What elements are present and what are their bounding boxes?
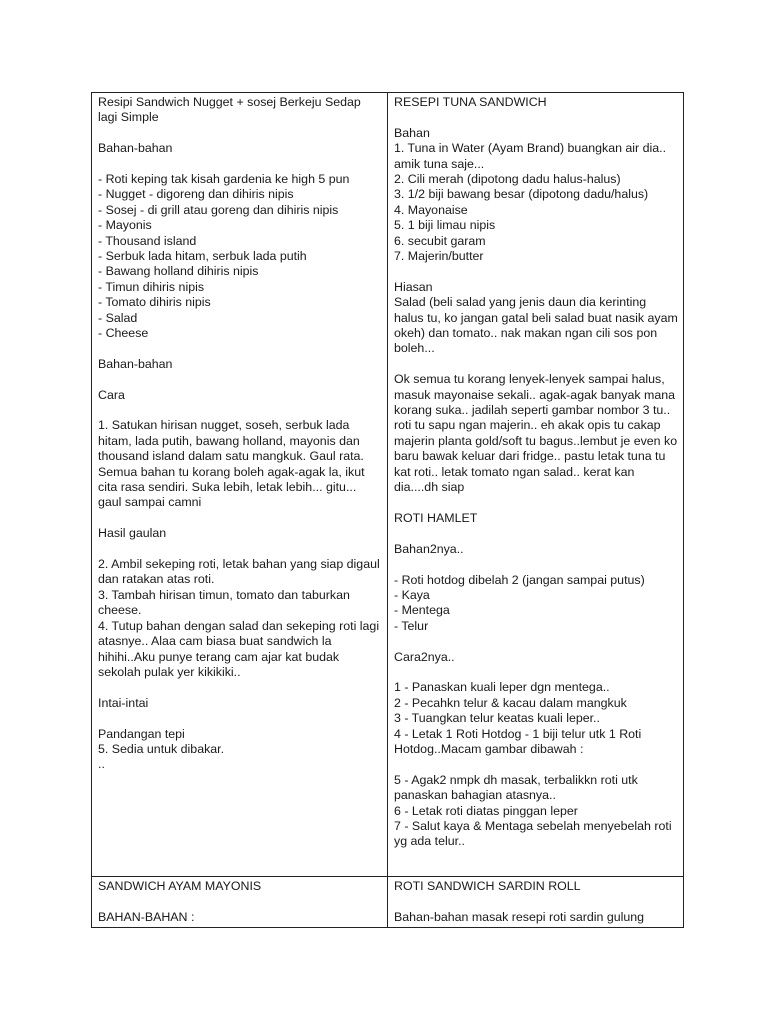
ingredient-item: 4. Mayonaise <box>394 202 468 217</box>
ingredients-heading: Bahan-bahan <box>98 141 173 156</box>
tuna-hamlet-recipe-cell <box>388 93 684 877</box>
method-step: 5 - Agak2 nmpk dh masak, terbalikkn roti utk panaskan bahagian atasnya.. <box>394 772 642 803</box>
ingredients-heading: BAHAN-BAHAN : <box>98 909 195 924</box>
ingredients-heading: Bahan2nya.. <box>394 541 464 556</box>
ingredient-item: - Tomato dihiris nipis <box>98 295 211 310</box>
ingredient-item: - Roti keping tak kisah gardenia ke high 5 pun <box>98 172 350 186</box>
ingredient-item: - Nugget - digoreng dan dihiris nipis <box>98 187 294 202</box>
ingredient-item: - Kaya <box>394 587 430 602</box>
ingredient-item: - Telur <box>394 618 429 633</box>
ingredient-item: - Mayonis <box>98 218 152 233</box>
ingredient-item: 2. Cili merah (dipotong dadu halus-halus) <box>394 172 621 187</box>
ingredient-item: 5. 1 biji limau nipis <box>394 218 496 233</box>
table-row <box>92 93 684 877</box>
method-step: 5. Sedia untuk dibakar. <box>98 741 225 756</box>
ingredients-heading: Bahan <box>394 125 430 140</box>
recipe-title: ROTI SANDWICH SARDIN ROLL <box>394 879 581 893</box>
nugget-sosej-recipe-cell <box>92 93 388 877</box>
ingredient-item: - Roti hotdog dibelah 2 (jangan sampai putus) <box>394 572 645 587</box>
ingredient-item: - Salad <box>98 310 138 325</box>
sardin-roll-recipe-cell <box>388 877 684 928</box>
recipe-title: RESEPI TUNA SANDWICH <box>394 95 547 109</box>
method-step: 7 - Salut kaya & Mentaga sebelah menyebelah roti yg ada telur.. <box>394 818 676 849</box>
recipe-intro: Bahan-bahan masak resepi roti sardin gulung <box>394 909 645 924</box>
ingredient-item: 1. Tuna in Water (Ayam Brand) buangkan air dia.. amik tuna saje... <box>394 141 670 171</box>
recipe-title: ROTI HAMLET <box>394 510 478 525</box>
ingredient-item: - Bawang holland dihiris nipis <box>98 264 259 279</box>
ingredient-item: 3. 1/2 biji bawang besar (dipotong dadu/halus) <box>394 187 649 202</box>
image-caption: Hasil gaulan <box>98 526 167 541</box>
method-step: 4 - Letak 1 Roti Hotdog - 1 biji telur utk 1 Roti Hotdog..Macam gambar dibawah : <box>394 726 645 756</box>
method-step: 3 - Tuangkan telur keatas kuali leper.. <box>394 711 600 726</box>
continuation-marker: .. <box>98 757 105 772</box>
ingredient-item: - Thousand island <box>98 233 197 248</box>
method-step: 2 - Pecahkn telur & kacau dalam mangkuk <box>394 695 627 710</box>
garnish-heading: Hiasan <box>394 279 433 294</box>
image-caption: Intai-intai <box>98 695 149 710</box>
ingredient-item: - Sosej - di grill atau goreng dan dihiris nipis <box>98 202 339 217</box>
ingredient-item: - Mentega <box>394 603 450 618</box>
method-heading: Cara <box>98 387 125 402</box>
method-step: 2. Ambil sekeping roti, letak bahan yang siap digaul dan ratakan atas roti. 3. Tambah hirisan timun, tomato dan taburkan cheese. 4. Tutup bahan dengan salad dan sekeping roti lagi atasnye.. Alaa cam biasa buat sandwich la hihihi..Aku punye terang cam ajar kat budak sekolah pulak yer kikikiki.. <box>98 557 380 679</box>
ingredient-item: 6. secubit garam <box>394 233 486 248</box>
ingredient-item: - Serbuk lada hitam, serbuk lada putih <box>98 249 307 264</box>
method-step: 1. Satukan hirisan nugget, soseh, serbuk lada hitam, lada putih, bawang holland, mayonis dan thousand island dalam satu mangkuk. Gaul rata. Semua bahan tu korang boleh agak-agak la, ikut cita rasa sendiri. Suka lebih, letak lebih... gitu... gaul sampai camni <box>98 418 369 510</box>
ingredient-item: 7. Majerin/butter <box>394 249 484 264</box>
ingredient-item: - Timun dihiris nipis <box>98 279 205 294</box>
method-step: 6 - Letak roti diatas pinggan leper <box>394 803 578 818</box>
table-row <box>92 877 684 928</box>
recipe-title: SANDWICH AYAM MAYONIS <box>98 879 262 893</box>
recipe-title: Resipi Sandwich Nugget + sosej Berkeju Sedap lagi Simple <box>98 95 365 125</box>
image-caption: Pandangan tepi <box>98 726 185 741</box>
method-text: Ok semua tu korang lenyek-lenyek sampai halus, masuk mayonaise sekali.. agak-agak banyak mana korang suka.. jadilah seperti gambar nombor 3 tu.. roti tu sapu ngan majerin.. eh akak opis tu cakap majerin planta gold/soft tu bagus..lembut je even ko baru bawak keluar dari fridge.. pastu letak tuna tu kat roti.. letak tomato ngan salad.. kerat kan dia....dh siap <box>394 372 681 495</box>
method-heading: Cara2nya.. <box>394 649 455 664</box>
recipe-table <box>91 92 684 928</box>
garnish-text: Salad (beli salad yang jenis daun dia kerinting halus tu, ko jangan gatal beli salad buat nasik ayam okeh) dan tomato.. nak makan ngan cili sos pon boleh... <box>394 295 682 356</box>
ingredient-item: - Cheese <box>98 326 149 341</box>
ingredients-heading-repeat: Bahan-bahan <box>98 356 173 371</box>
method-step: 1 - Panaskan kuali leper dgn mentega.. <box>394 680 610 695</box>
ayam-mayonis-recipe-cell <box>92 877 388 928</box>
